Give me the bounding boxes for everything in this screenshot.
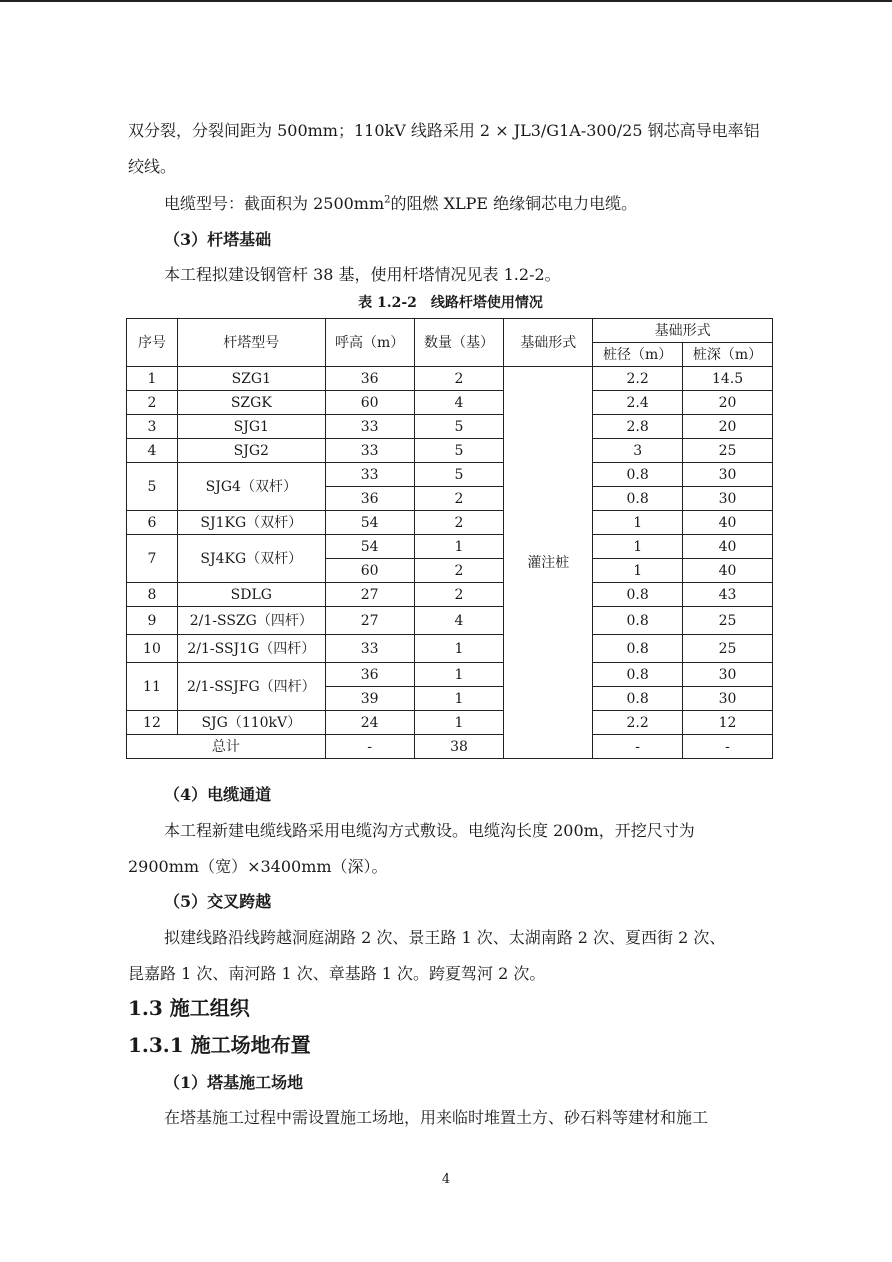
cell-height: 54 — [325, 535, 414, 559]
cell-seq: 8 — [127, 583, 178, 607]
cell-height: 36 — [325, 487, 414, 511]
cell-pile-depth: 43 — [683, 583, 773, 607]
section-3-heading: （3）杆塔基础 — [164, 230, 272, 249]
page-number: 4 — [441, 1172, 451, 1187]
section-5-line-1: 拟建线路沿线跨越洞庭湖路 2 次、景王路 1 次、太湖南路 2 次、夏西街 2 次、 — [164, 928, 726, 947]
cell-count: 1 — [414, 635, 504, 663]
table-row — [127, 439, 773, 463]
cell-pile-depth: 20 — [683, 391, 773, 415]
cell-seq: 7 — [127, 535, 178, 583]
cell-count: 1 — [414, 711, 504, 735]
cell-pile-depth: 30 — [683, 487, 773, 511]
cell-height: 36 — [325, 663, 414, 687]
header-type: 杆塔型号 — [177, 319, 325, 367]
cell-pile-depth: 14.5 — [683, 367, 773, 391]
header-foundation: 基础形式 — [504, 319, 593, 367]
table-row — [127, 607, 773, 635]
cell-pile-diameter: 2.2 — [593, 367, 683, 391]
cell-pile-depth: 20 — [683, 415, 773, 439]
intro-line-1: 双分裂，分裂间距为 500mm；110kV 线路采用 2 × JL3/G1A-300/25 钢芯高导电率铝 — [128, 121, 760, 140]
cell-total-count: 38 — [414, 735, 504, 759]
cell-tower-type: SDLG — [177, 583, 325, 607]
cell-pile-diameter: 2.4 — [593, 391, 683, 415]
section-4-line-2: 2900mm（宽）×3400mm（深）。 — [128, 857, 388, 876]
table-header-row — [127, 319, 773, 343]
cell-seq: 12 — [127, 711, 178, 735]
table-row — [127, 711, 773, 735]
heading-1-3-1: 1.3.1 施工场地布置 — [128, 1033, 311, 1057]
cell-count: 2 — [414, 367, 504, 391]
cell-tower-type: 2/1-SSZG（四杆） — [177, 607, 325, 635]
cell-count: 4 — [414, 391, 504, 415]
cell-total-pile-depth: - — [683, 735, 773, 759]
subsection-1-heading: （1）塔基施工场地 — [164, 1073, 304, 1092]
cell-height: 27 — [325, 583, 414, 607]
cell-count: 2 — [414, 511, 504, 535]
cell-count: 4 — [414, 607, 504, 635]
cell-seq: 1 — [127, 367, 178, 391]
cell-foundation-type: 灌注桩 — [504, 367, 593, 759]
cell-seq: 2 — [127, 391, 178, 415]
cell-pile-diameter: 0.8 — [593, 607, 683, 635]
cell-seq: 3 — [127, 415, 178, 439]
cell-seq: 11 — [127, 663, 178, 711]
table-row — [127, 415, 773, 439]
header-pile-diameter: 桩径（m） — [593, 343, 683, 367]
header-count: 数量（基） — [414, 319, 504, 367]
tower-usage-table — [126, 318, 773, 759]
section-3-paragraph: 本工程拟建设钢管杆 38 基，使用杆塔情况见表 1.2-2。 — [164, 265, 561, 284]
cell-pile-depth: 40 — [683, 511, 773, 535]
cell-tower-type: 2/1-SSJFG（四杆） — [177, 663, 325, 711]
cell-tower-type: SZG1 — [177, 367, 325, 391]
cell-height: 54 — [325, 511, 414, 535]
cell-height: 39 — [325, 687, 414, 711]
section-5-heading: （5）交叉跨越 — [164, 892, 272, 911]
cell-pile-depth: 25 — [683, 635, 773, 663]
cell-tower-type: SJG4（双杆） — [177, 463, 325, 511]
cell-count: 1 — [414, 663, 504, 687]
cell-height: 60 — [325, 559, 414, 583]
cell-seq: 5 — [127, 463, 178, 511]
header-pile-depth: 桩深（m） — [683, 343, 773, 367]
table-caption: 表 1.2-2 线路杆塔使用情况 — [358, 295, 543, 311]
cell-pile-diameter: 1 — [593, 535, 683, 559]
table-row — [127, 635, 773, 663]
heading-1-3: 1.3 施工组织 — [128, 996, 250, 1020]
cell-tower-type: SJG（110kV） — [177, 711, 325, 735]
cell-pile-diameter: 0.8 — [593, 663, 683, 687]
table-row — [127, 663, 773, 687]
header-height: 呼高（m） — [325, 319, 414, 367]
cell-pile-diameter: 0.8 — [593, 687, 683, 711]
cell-total-label: 总计 — [127, 735, 326, 759]
cell-pile-depth: 30 — [683, 687, 773, 711]
cell-tower-type: SJG2 — [177, 439, 325, 463]
cell-height: 33 — [325, 463, 414, 487]
subsection-1-paragraph: 在塔基施工过程中需设置施工场地，用来临时堆置土方、砂石料等建材和施工 — [164, 1108, 709, 1127]
table-row — [127, 511, 773, 535]
cell-count: 5 — [414, 463, 504, 487]
cell-pile-depth: 25 — [683, 439, 773, 463]
table-row — [127, 535, 773, 559]
header-foundation-group: 基础形式 — [593, 319, 773, 343]
cell-tower-type: SJ1KG（双杆） — [177, 511, 325, 535]
cell-seq: 10 — [127, 635, 178, 663]
cell-pile-diameter: 0.8 — [593, 635, 683, 663]
cell-pile-depth: 25 — [683, 607, 773, 635]
cell-pile-diameter: 2.2 — [593, 711, 683, 735]
cell-tower-type: 2/1-SSJ1G（四杆） — [177, 635, 325, 663]
cell-pile-depth: 40 — [683, 559, 773, 583]
cell-count: 5 — [414, 439, 504, 463]
cell-pile-depth: 40 — [683, 535, 773, 559]
cell-pile-diameter: 1 — [593, 511, 683, 535]
cell-seq: 6 — [127, 511, 178, 535]
table-row — [127, 583, 773, 607]
cell-count: 2 — [414, 559, 504, 583]
cell-count: 1 — [414, 535, 504, 559]
cell-count: 2 — [414, 487, 504, 511]
cell-tower-type: SJ4KG（双杆） — [177, 535, 325, 583]
cell-pile-diameter: 0.8 — [593, 463, 683, 487]
table-row — [127, 391, 773, 415]
cell-height: 33 — [325, 415, 414, 439]
cell-pile-depth: 30 — [683, 663, 773, 687]
cell-tower-type: SJG1 — [177, 415, 325, 439]
cell-count: 1 — [414, 687, 504, 711]
cell-pile-diameter: 0.8 — [593, 583, 683, 607]
cell-pile-diameter: 3 — [593, 439, 683, 463]
cell-pile-depth: 12 — [683, 711, 773, 735]
cell-height: 27 — [325, 607, 414, 635]
header-seq: 序号 — [127, 319, 178, 367]
cell-count: 5 — [414, 415, 504, 439]
section-4-heading: （4）电缆通道 — [164, 785, 272, 804]
cell-total-pile-diameter: - — [593, 735, 683, 759]
table-row — [127, 367, 773, 391]
cell-count: 2 — [414, 583, 504, 607]
cell-height: 60 — [325, 391, 414, 415]
intro-line-2: 绞线。 — [128, 157, 177, 176]
cell-pile-diameter: 2.8 — [593, 415, 683, 439]
cell-seq: 4 — [127, 439, 178, 463]
table-total-row — [127, 735, 773, 759]
cell-height: 24 — [325, 711, 414, 735]
cell-total-height: - — [325, 735, 414, 759]
cell-seq: 9 — [127, 607, 178, 635]
cell-pile-diameter: 0.8 — [593, 487, 683, 511]
section-4-line-1: 本工程新建电缆线路采用电缆沟方式敷设。电缆沟长度 200m，开挖尺寸为 — [164, 821, 695, 840]
cell-pile-diameter: 1 — [593, 559, 683, 583]
cell-height: 33 — [325, 439, 414, 463]
table-row — [127, 463, 773, 487]
cable-model-text: 电缆型号：截面积为 $2500mm^2$的阻燃 XLPE 绝缘铜芯电力电缆。 — [164, 194, 638, 213]
cell-height: 36 — [325, 367, 414, 391]
section-5-line-2: 昆嘉路 1 次、南河路 1 次、章基路 1 次。跨夏驾河 2 次。 — [128, 964, 546, 983]
cell-height: 33 — [325, 635, 414, 663]
cell-pile-depth: 30 — [683, 463, 773, 487]
cell-tower-type: SZGK — [177, 391, 325, 415]
